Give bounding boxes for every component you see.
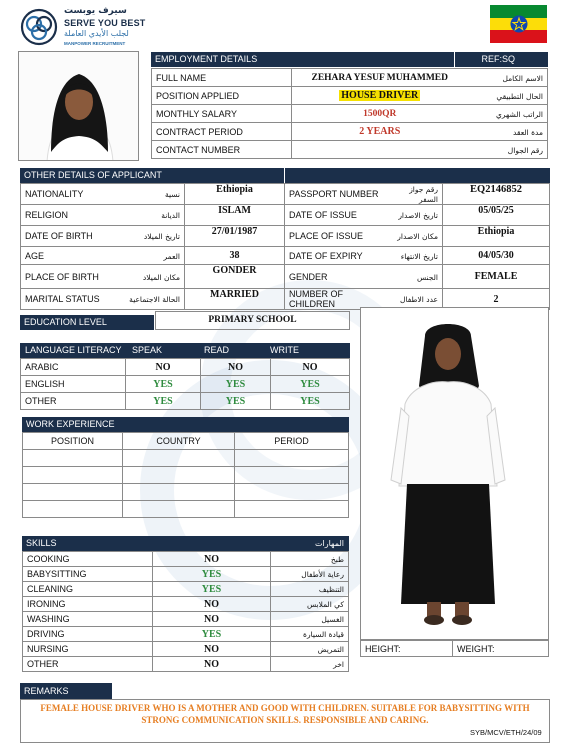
work-experience-table <box>22 432 349 518</box>
other-details-table <box>20 183 550 310</box>
skills-title: SKILLS <box>26 538 57 548</box>
salary-ar: الراتب الشهري <box>496 109 543 119</box>
employment-table <box>151 68 548 159</box>
date-of-issue-value: 05/05/25 <box>478 205 514 216</box>
skill-value: YES <box>201 568 222 580</box>
nationality-ar: نسية <box>164 190 180 199</box>
salary-value: 1500QR <box>363 109 397 119</box>
date-of-expiry-value: 04/05/30 <box>478 250 514 261</box>
weight-label: WEIGHT: <box>457 643 495 654</box>
employment-details-title: EMPLOYMENT DETAILS <box>155 54 258 64</box>
other-header-divider <box>284 168 285 183</box>
full-body-photo <box>360 307 549 640</box>
language-write: YES <box>300 378 320 390</box>
full-name-value: ZEHARA YESUF MUHAMMED <box>311 73 449 83</box>
age-label: AGE <box>25 250 45 261</box>
skill-name: WASHING <box>27 614 70 624</box>
age-ar: العمر <box>163 251 180 261</box>
flag-emblem-icon <box>510 15 528 33</box>
skill-value: NO <box>204 598 219 610</box>
agency-tagline-en: MANPOWER RECRUITMENT <box>64 41 126 46</box>
agency-name-en: SERVE YOU BEST <box>64 18 146 28</box>
marital-status-label: MARITAL STATUS <box>25 294 100 304</box>
place-of-birth-ar: مكان الميلاد <box>142 272 180 282</box>
marital-status-value: MARRIED <box>210 289 259 300</box>
agency-name-ar: سيرف يوبست <box>64 6 127 16</box>
other-details-title: OTHER DETAILS OF APPLICANT <box>24 170 162 180</box>
skill-value: NO <box>204 658 219 670</box>
portrait-photo <box>18 51 139 161</box>
language-row <box>21 393 350 410</box>
height-label: HEIGHT: <box>365 643 401 654</box>
place-of-issue-value: Ethiopia <box>477 226 515 237</box>
language-row <box>21 359 350 376</box>
place-of-issue-label: PLACE OF ISSUE <box>289 231 364 241</box>
marital-status-ar: الحالة الاجتماعية <box>129 295 180 304</box>
work-experience-header <box>22 417 349 432</box>
passport-label: PASSPORT NUMBER <box>289 189 379 199</box>
date-of-issue-ar: تاريخ الاصدار <box>398 211 438 220</box>
employment-details-header <box>151 52 548 67</box>
skill-value: YES <box>201 583 222 595</box>
language-col-write: WRITE <box>270 345 299 355</box>
position-label: POSITION APPLIED <box>156 90 240 101</box>
contact-ar: رقم الجوال <box>507 145 543 155</box>
skill-value: NO <box>204 643 219 655</box>
work-experience-title: WORK EXPERIENCE <box>26 419 115 429</box>
place-of-birth-value: GONDER <box>212 265 257 276</box>
language-row <box>21 376 350 393</box>
language-write: NO <box>302 361 318 373</box>
skill-value: NO <box>204 553 219 565</box>
skill-name: NURSING <box>27 644 69 654</box>
other-details-header <box>20 168 550 183</box>
nationality-value: Ethiopia <box>216 184 253 195</box>
contract-ar: مدة العقد <box>513 127 543 137</box>
skill-row <box>23 627 349 642</box>
language-col-read: READ <box>204 345 230 355</box>
language-write: YES <box>300 395 320 407</box>
work-row <box>23 467 349 484</box>
gender-value: FEMALE <box>474 271 518 282</box>
education-level-box <box>155 311 350 330</box>
passport-value: EQ2146852 <box>470 184 522 195</box>
dob-label: DATE OF BIRTH <box>25 231 93 241</box>
measurements-table <box>360 640 549 657</box>
skill-row <box>23 657 349 672</box>
position-ar: الحال التطبيقي <box>496 91 543 101</box>
date-of-expiry-label: DATE OF EXPIRY <box>289 250 363 261</box>
skill-name-ar: الغسيل <box>321 615 344 624</box>
language-read: NO <box>228 361 243 373</box>
full-name-ar: الاسم الكامل <box>502 73 543 83</box>
skill-name: COOKING <box>27 554 70 564</box>
agency-logo-icon <box>20 8 58 46</box>
ref-label: REF:SQ <box>481 54 515 64</box>
skill-value: NO <box>204 613 219 625</box>
skill-name-ar: التنظيف <box>318 585 344 594</box>
salary-label: MONTHLY SALARY <box>156 108 238 119</box>
contract-value: 2 YEARS <box>359 126 401 137</box>
skill-row <box>23 582 349 597</box>
dob-ar: تاريخ الميلاد <box>143 232 180 241</box>
ref-divider <box>454 52 455 67</box>
remarks-title: REMARKS <box>24 686 69 696</box>
work-col-position: POSITION <box>50 436 94 446</box>
language-name: OTHER <box>25 396 57 406</box>
children-ar: عدد الاطفال <box>400 295 438 304</box>
education-level-title: EDUCATION LEVEL <box>24 317 107 327</box>
skill-name-ar: كي الملابس <box>306 600 344 609</box>
skills-title-ar: المهارات <box>314 539 344 548</box>
skills-header <box>22 536 349 551</box>
date-of-expiry-ar: تاريخ الانتهاء <box>400 251 438 261</box>
place-of-birth-label: PLACE OF BIRTH <box>25 271 99 282</box>
date-of-issue-label: DATE OF ISSUE <box>289 210 357 220</box>
children-value: 2 <box>493 293 499 305</box>
agency-tagline-ar: لجلب الأيدي العاملة <box>64 29 129 38</box>
language-literacy-title: LANGUAGE LITERACY <box>25 345 122 355</box>
skill-row <box>23 612 349 627</box>
skill-name-ar: قيادة السيارة <box>303 630 344 639</box>
skill-row <box>23 552 349 567</box>
age-value: 38 <box>229 250 240 261</box>
gender-label: GENDER <box>289 271 328 282</box>
religion-value: ISLAM <box>218 205 251 216</box>
language-table <box>20 358 350 410</box>
position-value: HOUSE DRIVER <box>341 90 419 101</box>
work-col-country: COUNTRY <box>156 436 201 446</box>
gender-ar: الجنس <box>416 272 438 282</box>
nationality-label: NATIONALITY <box>25 189 84 199</box>
work-col-period: PERIOD <box>274 436 309 446</box>
children-label: NUMBER OF CHILDREN <box>289 289 343 309</box>
language-name: ENGLISH <box>25 379 65 389</box>
place-of-issue-ar: مكان الاصدار <box>397 232 438 241</box>
skills-table <box>22 551 349 672</box>
remarks-text: FEMALE HOUSE DRIVER WHO IS A MOTHER AND GOOD WITH CHILDREN. SUITABLE FOR BABYSITTING WITH STRONG COMMUNICATION SKILLS. RESPONSIBLE AND CARING. <box>40 703 530 725</box>
language-read: YES <box>225 378 246 390</box>
agency-logo <box>18 6 158 50</box>
contact-label: CONTACT NUMBER <box>156 144 241 155</box>
religion-ar: الديانة <box>161 211 180 220</box>
skill-name: OTHER <box>27 659 59 669</box>
skill-row <box>23 642 349 657</box>
dob-value: 27/01/1987 <box>211 226 258 237</box>
work-row <box>23 450 349 467</box>
language-speak: YES <box>153 378 173 390</box>
education-level-header <box>20 315 154 330</box>
language-read: YES <box>225 395 246 407</box>
work-row <box>23 501 349 518</box>
skill-name: DRIVING <box>27 629 65 639</box>
work-row <box>23 484 349 501</box>
language-name: ARABIC <box>25 362 59 372</box>
skill-name-ar: رعاية الأطفال <box>301 570 344 579</box>
language-col-speak: SPEAK <box>132 345 163 355</box>
skill-name-ar: طبخ <box>330 555 344 564</box>
passport-ar: رقم جواز السفر <box>409 185 438 204</box>
language-speak: NO <box>155 361 171 373</box>
language-speak: YES <box>153 395 173 407</box>
skill-name: BABYSITTING <box>27 569 87 579</box>
skill-value: YES <box>201 628 222 640</box>
skill-name: CLEANING <box>27 584 74 594</box>
religion-label: RELIGION <box>25 210 69 220</box>
skill-name-ar: التمريض <box>317 645 344 654</box>
language-literacy-header <box>20 343 350 358</box>
skill-name-ar: اخر <box>333 660 344 669</box>
footer-code: SYB/MCV/ETH/24/09 <box>470 728 542 737</box>
remarks-header <box>20 683 112 699</box>
skill-row <box>23 597 349 612</box>
skill-name: IRONING <box>27 599 66 609</box>
full-name-label: FULL NAME <box>156 72 207 83</box>
ethiopia-flag <box>490 5 547 43</box>
contract-label: CONTRACT PERIOD <box>156 126 243 137</box>
education-level-value: PRIMARY SCHOOL <box>208 315 297 325</box>
skill-row <box>23 567 349 582</box>
